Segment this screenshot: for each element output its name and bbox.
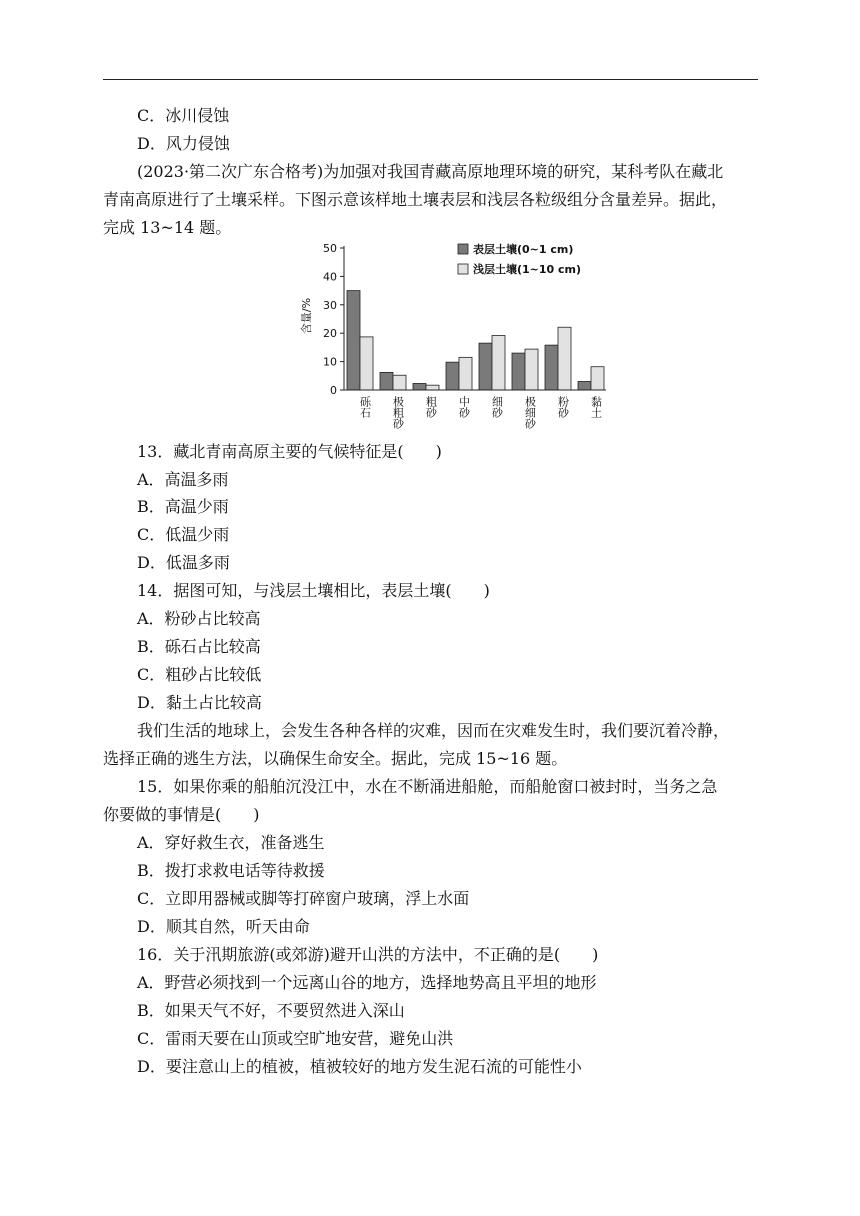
text-line: B．如果天气不好，不要贸然进入深山: [137, 1001, 405, 1020]
bar-surface: [446, 362, 459, 390]
text-line: 选择正确的逃生方法，以确保生命安全。据此，完成 15~16 题。: [103, 749, 568, 768]
x-tick-label: 粗砂: [424, 396, 438, 418]
y-tick-label: 30: [323, 298, 337, 312]
text-line: D．黏土占比较高: [137, 693, 262, 712]
x-tick-label: 细砂: [490, 396, 504, 418]
bar-shallow: [591, 367, 604, 390]
bar-surface: [545, 345, 558, 390]
text-line: A．高温多雨: [137, 470, 229, 489]
x-tick-label: 极粗砂: [391, 396, 405, 429]
bar-surface: [578, 381, 591, 390]
y-tick-label: 40: [323, 270, 337, 284]
text-line: 14．据图可知，与浅层土壤相比，表层土壤( ): [137, 581, 490, 600]
bar-surface: [512, 353, 525, 390]
text-line: 16．关于汛期旅游(或郊游)避开山洪的方法中，不正确的是( ): [137, 945, 599, 964]
text-line: A．野营必须找到一个远离山谷的地方，选择地势高且平坦的地形: [137, 973, 597, 992]
text-line: B．砾石占比较高: [137, 637, 261, 656]
x-tick-label: 中砂: [457, 396, 471, 418]
bar-surface: [380, 372, 393, 390]
text-line: D．要注意山上的植被，植被较好的地方发生泥石流的可能性小: [137, 1057, 582, 1076]
text-line: D．顺其自然，听天由命: [137, 917, 310, 936]
y-tick-label: 10: [323, 355, 337, 369]
x-tick-label: 粉砂: [556, 396, 570, 418]
y-tick-label: 0: [330, 384, 337, 397]
y-axis-label: 含量/%: [300, 297, 313, 335]
text-line: (2023·第二次广东合格考)为加强对我国青藏高原地理环境的研究，某科考队在藏北: [137, 162, 724, 181]
soil-grain-bar-chart: [296, 238, 606, 438]
text-line: 15．如果你乘的船舶沉没江中，水在不断涌进船舱，而船舱窗口被封时，当务之急: [137, 777, 718, 796]
text-line: C．冰川侵蚀: [137, 106, 230, 125]
bar-shallow: [525, 349, 538, 390]
header-rule: [103, 79, 758, 80]
text-line: A．粉砂占比较高: [137, 609, 261, 628]
text-line: B．拨打求救电话等待救援: [137, 861, 325, 880]
bar-shallow: [426, 385, 439, 390]
text-line: 13．藏北青南高原主要的气候特征是( ): [137, 442, 442, 461]
y-tick-label: 20: [323, 327, 337, 341]
bar-surface: [413, 383, 426, 390]
bar-shallow: [393, 375, 406, 390]
legend-swatch: [458, 264, 468, 274]
y-tick-label: 50: [323, 242, 337, 255]
bar-shallow: [459, 357, 472, 390]
legend-swatch: [458, 244, 468, 254]
bar-shallow: [492, 335, 505, 390]
text-line: 完成 13~14 题。: [103, 218, 232, 237]
text-line: 青南高原进行了土壤采样。下图示意该样地土壤表层和浅层各粒级组分含量差异。据此，: [103, 190, 728, 209]
text-line: C．立即用器械或脚等打碎窗户玻璃，浮上水面: [137, 889, 470, 908]
text-line: 我们生活的地球上，会发生各种各样的灾难，因而在灾难发生时，我们要沉着冷静，: [137, 721, 730, 740]
text-line: D．低温多雨: [137, 553, 230, 572]
text-line: D．风力侵蚀: [137, 134, 230, 153]
text-line: C．雷雨天要在山顶或空旷地安营，避免山洪: [137, 1029, 454, 1048]
bar-surface: [347, 291, 360, 390]
x-tick-label: 黏土: [589, 396, 603, 418]
text-line: C．低温少雨: [137, 525, 230, 544]
bar-shallow: [558, 327, 571, 390]
x-tick-label: 极细砂: [523, 396, 537, 429]
text-line: 你要做的事情是( ): [103, 805, 260, 824]
legend-label: 浅层土壤(1~10 cm): [473, 263, 582, 276]
bar-surface: [479, 343, 492, 390]
text-line: C．粗砂占比较低: [137, 665, 262, 684]
bar-shallow: [360, 337, 373, 390]
x-tick-label: 砾石: [358, 396, 372, 418]
text-line: A．穿好救生衣，准备逃生: [137, 833, 325, 852]
text-line: B．高温少雨: [137, 497, 229, 516]
legend-label: 表层土壤(0~1 cm): [473, 243, 574, 256]
